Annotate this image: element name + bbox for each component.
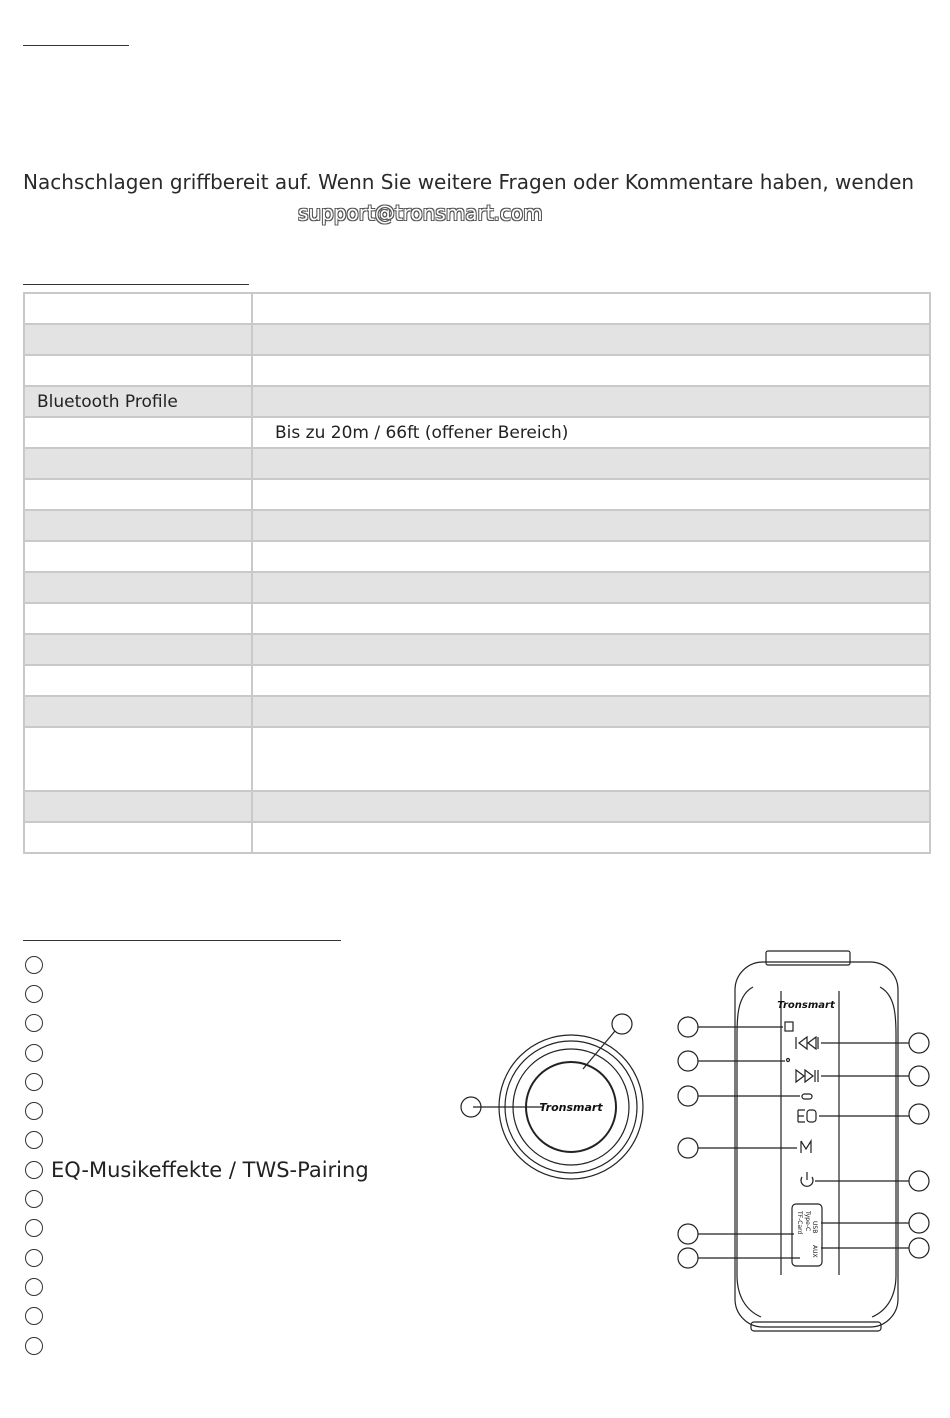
spec-value: [252, 634, 930, 665]
support-email-link[interactable]: support@tronsmart.com: [298, 201, 543, 225]
legend-item: [25, 1272, 369, 1301]
legend-item: [25, 1214, 369, 1243]
spec-key: [24, 696, 252, 727]
number-circle-icon: [25, 1307, 43, 1325]
led-indicator-icon: [802, 1094, 812, 1099]
number-circle-icon: [25, 1161, 43, 1179]
heading-underline-3: [23, 940, 341, 941]
number-circle-icon: [25, 1249, 43, 1267]
spec-value: [252, 665, 930, 696]
spec-key: [24, 355, 252, 386]
legend-item: [25, 1331, 369, 1360]
callout-circle-icon: [678, 1086, 698, 1106]
legend-item: [25, 1038, 369, 1067]
number-circle-icon: [25, 1131, 43, 1149]
part-legend: [25, 950, 369, 1360]
spec-row: [24, 448, 930, 479]
spec-table: [23, 292, 931, 854]
number-circle-icon: [25, 1044, 43, 1062]
callout-circle-icon: [678, 1224, 698, 1244]
spec-row: [24, 791, 930, 822]
number-circle-icon: [25, 1190, 43, 1208]
spec-key: [24, 634, 252, 665]
mic-hole-icon: [787, 1059, 790, 1062]
callout-circle-icon: [909, 1213, 929, 1233]
spec-value: [252, 386, 930, 417]
logo-text-top: Tronsmart: [539, 1101, 603, 1114]
spec-row: [24, 727, 930, 791]
spec-value: [252, 603, 930, 634]
port-label-tf: TF-Card: [796, 1211, 803, 1235]
spec-value: [252, 822, 930, 853]
spec-value: [252, 293, 930, 324]
number-circle-icon: [25, 1014, 43, 1032]
spec-row: [24, 479, 930, 510]
legend-item: [25, 1243, 369, 1272]
legend-item: EQ-Musikeffekte / TWS-Pairing: [25, 1155, 369, 1184]
spec-key: [24, 479, 252, 510]
spec-value: [252, 572, 930, 603]
number-circle-icon: [25, 985, 43, 1003]
callout-circle-icon: [909, 1066, 929, 1086]
nfc-icon: [785, 1022, 793, 1031]
spec-value: [252, 510, 930, 541]
number-circle-icon: [25, 1073, 43, 1091]
callout-circle-icon: [909, 1104, 929, 1124]
spec-row: [24, 603, 930, 634]
power-icon[interactable]: [801, 1172, 813, 1186]
spec-row: [24, 696, 930, 727]
spec-key: [24, 727, 252, 791]
legend-item: [25, 1096, 369, 1125]
spec-key: Bluetooth Profile: [24, 386, 252, 417]
spec-value: [252, 324, 930, 355]
spec-value: [252, 479, 930, 510]
spec-row: [24, 541, 930, 572]
legend-item: [25, 1184, 369, 1213]
spec-row: [24, 417, 930, 448]
spec-key: [24, 572, 252, 603]
spec-row: [24, 386, 930, 417]
spec-key: [24, 293, 252, 324]
spec-value: [252, 696, 930, 727]
logo-text-front: Tronsmart: [777, 1000, 835, 1011]
legend-item: [25, 1302, 369, 1331]
spec-row: [24, 293, 930, 324]
spec-key: [24, 417, 252, 448]
spec-row: [24, 355, 930, 386]
number-circle-icon: [25, 1278, 43, 1296]
spec-key: [24, 448, 252, 479]
spec-value: [252, 541, 930, 572]
spec-value: [252, 791, 930, 822]
spec-key: [24, 791, 252, 822]
number-circle-icon: [25, 956, 43, 974]
callout-circle-icon: [612, 1014, 632, 1034]
callout-circle-icon: [678, 1138, 698, 1158]
spec-row: [24, 665, 930, 696]
spec-value: [252, 355, 930, 386]
spec-row: [24, 324, 930, 355]
heading-underline-1: [23, 45, 129, 46]
spec-value: Bis zu 20m / 66ft (offener Bereich): [252, 417, 930, 448]
legend-item: [25, 1009, 369, 1038]
legend-item: [25, 1126, 369, 1155]
callout-circle-icon: [678, 1248, 698, 1268]
number-circle-icon: [25, 1219, 43, 1237]
spec-row: [24, 822, 930, 853]
spec-key: [24, 603, 252, 634]
number-circle-icon: [25, 1102, 43, 1120]
spec-key: [24, 665, 252, 696]
legend-item: [25, 979, 369, 1008]
next-track-icon[interactable]: [796, 1070, 818, 1082]
callout-circle-icon: [909, 1238, 929, 1258]
spec-key: [24, 324, 252, 355]
previous-track-icon[interactable]: [796, 1037, 818, 1049]
legend-item: [25, 950, 369, 979]
port-label-aux: AUX: [811, 1245, 818, 1258]
spec-row: [24, 572, 930, 603]
spec-key: [24, 822, 252, 853]
speaker-diagram: [455, 945, 940, 1365]
heading-underline-2: [23, 284, 249, 285]
spec-row: [24, 510, 930, 541]
spec-key: [24, 510, 252, 541]
number-circle-icon: [25, 1337, 43, 1355]
mode-button-icon[interactable]: [801, 1141, 811, 1153]
eq-button-icon[interactable]: [798, 1110, 816, 1122]
callout-circle-icon: [909, 1033, 929, 1053]
callout-circle-icon: [678, 1051, 698, 1071]
spec-row: [24, 634, 930, 665]
legend-item: [25, 1067, 369, 1096]
spec-value: [252, 727, 930, 791]
callout-circle-icon: [909, 1171, 929, 1191]
spec-key: [24, 541, 252, 572]
port-label-usb: USB: [811, 1221, 818, 1234]
intro-text: Nachschlagen griffbereit auf. Wenn Sie weitere Fragen oder Kommentare haben, wenden: [23, 170, 915, 194]
callout-circle-icon: [678, 1017, 698, 1037]
port-label-typec: Type-C: [804, 1211, 811, 1232]
spec-value: [252, 448, 930, 479]
